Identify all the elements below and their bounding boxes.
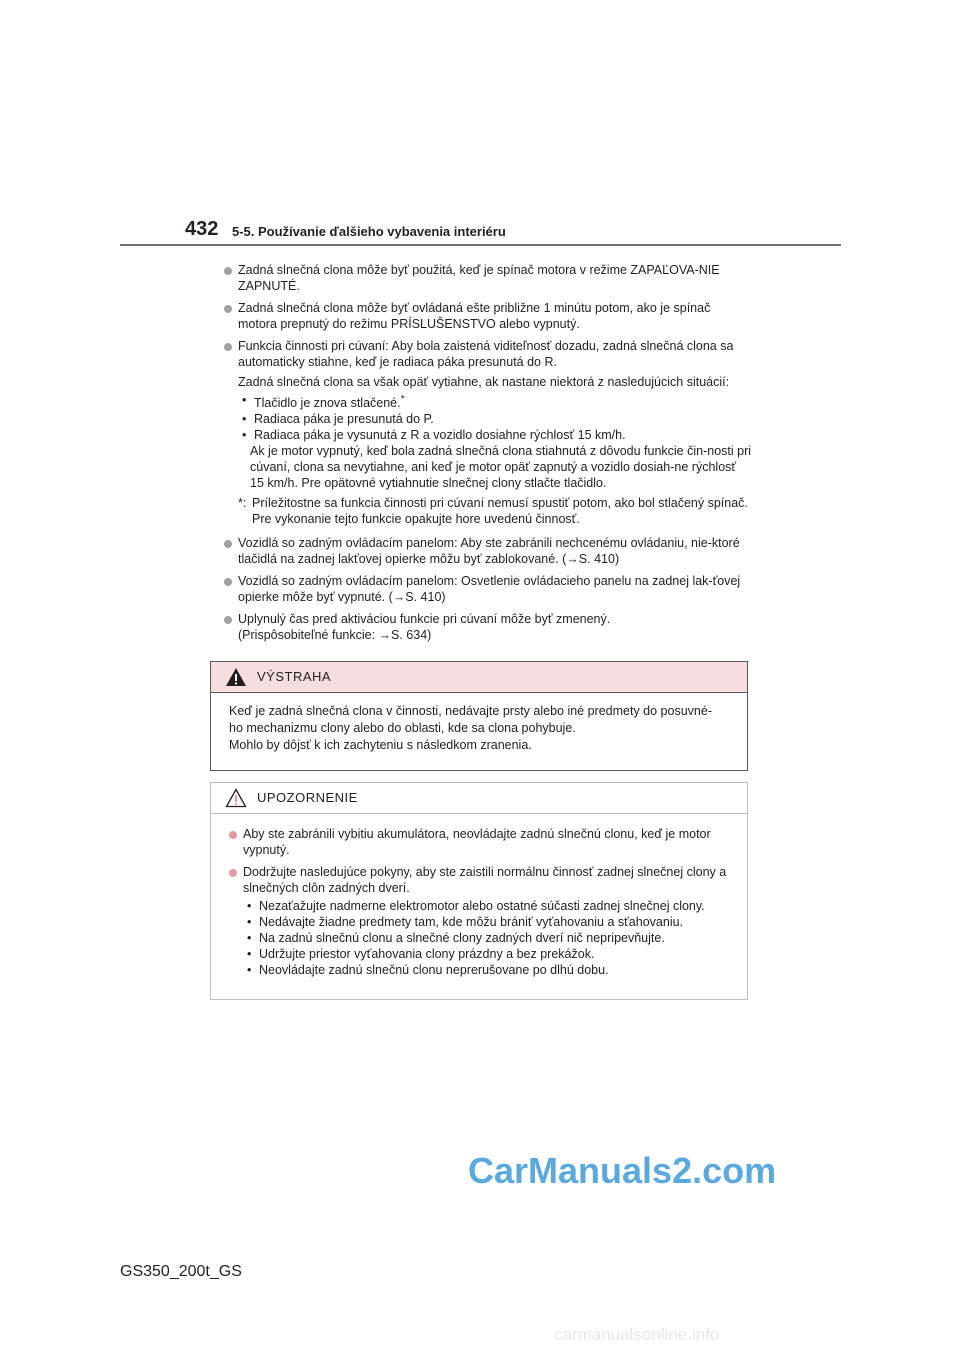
item-text: Uplynulý čas pred aktiváciou funkcie pri cúvaní môže byť zmenený. (238, 612, 611, 627)
sub-list-item: • Radiaca páka je vysunutá z R a vozidlo dosiahne rýchlosť 15 km/h. (242, 427, 752, 443)
item-text-line2: (Prispôsobiteľné funkcie: →S. 634) (238, 628, 432, 643)
header-rule (120, 244, 841, 246)
warning-line: ho mechanizmu clony alebo do oblasti, kde sa clona pohybuje. (229, 721, 576, 735)
warning-body (211, 693, 747, 754)
list-item (224, 300, 752, 332)
watermark-logo: CarManuals2.com (468, 1150, 777, 1191)
notice-item (229, 826, 735, 858)
bullet-icon (224, 616, 232, 624)
notice-sub-item: • Nedávajte žiadne predmety tam, kde môžu brániť vyťahovaniu a sťahovaniu. (247, 914, 735, 930)
sub-list-item: • Radiaca páka je presunutá do P. (242, 411, 752, 427)
item-paragraph: Zadná slnečná clona sa však opäť vytiahne, ak nastane niektorá z nasledujúcich situácií: (238, 375, 730, 389)
warning-triangle-icon (225, 667, 247, 687)
notice-header (211, 783, 747, 814)
notice-sub-item: • Nezaťažujte nadmerne elektromotor alebo ostatné súčasti zadnej slnečnej clony. (247, 898, 735, 914)
caution-triangle-icon (225, 788, 247, 808)
bullet-icon (229, 869, 237, 877)
list-item (224, 338, 752, 527)
bullet-icon (224, 343, 232, 351)
warning-header (211, 662, 747, 693)
page-number: 432 (185, 218, 219, 240)
sub-list-item: • Tlačidlo je znova stlačené.* (242, 392, 752, 411)
notice-body (211, 814, 747, 978)
notice-box (210, 782, 748, 1000)
warning-line: Keď je zadná slnečná clona v činnosti, nedávajte prsty alebo iné predmety do posuvné- (229, 704, 712, 718)
item-text: Vozidlá so zadným ovládacím panelom: Osvetlenie ovládacieho panelu na zadnej lak-ťovej opierke môže byť vypnuté. (→S. 410) (238, 574, 741, 605)
section-title: 5-5. Používanie ďalšieho vybavenia interiéru (232, 224, 506, 239)
document-code: GS350_200t_GS (120, 1263, 242, 1280)
footnote-mark: *: (238, 496, 247, 511)
notice-item (229, 864, 735, 978)
main-content (224, 262, 752, 649)
warning-box (210, 661, 748, 771)
notice-item-text: Dodržujte nasledujúce pokyny, aby ste zaistili normálnu činnosť zadnej slnečnej clony a slnečných clôn zadných dverí. (243, 865, 727, 895)
item-text: Funkcia činnosti pri cúvaní: Aby bola zaistená viditeľnosť dozadu, zadná slnečná clona sa automaticky stiahne, keď je radiaca páka presunutá do R. (238, 339, 734, 369)
bullet-icon (229, 831, 237, 839)
sub-list (238, 392, 752, 443)
list-item (224, 535, 752, 567)
bullet-icon (224, 305, 232, 313)
bullet-icon (224, 267, 232, 275)
footer-watermark: carmanualsonline.info (554, 1325, 720, 1344)
notice-sub-item: • Udržujte priestor vyťahovania clony prázdny a bez prekážok. (247, 946, 735, 962)
footnote (238, 495, 752, 527)
list-item (224, 262, 752, 294)
bullet-icon (224, 578, 232, 586)
item-text: Zadná slnečná clona môže byť použitá, keď je spínač motora v režime ZAPAĽOVA-NIE ZAPNUTÉ. (238, 263, 720, 293)
sub-paragraph: Ak je motor vypnutý, keď bola zadná slnečná clona stiahnutá z dôvodu funkcie čin-nosti pri cúvaní, clona sa nevytiahne, ani keď je motor opäť zapnutý a vozidlo dosiah-ne rýchlosť 15 km/h. Pre opätovné vytiahnutie slnečnej clony stlačte tlačidlo. (250, 444, 752, 491)
warning-line: Mohlo by dôjsť k ich zachyteniu s následkom zranenia. (229, 738, 532, 752)
list-item (224, 611, 752, 643)
item-text: Zadná slnečná clona môže byť ovládaná ešte približne 1 minútu potom, ako je spínač motora prepnutý do režimu PRÍSLUŠENSTVO alebo vypnutý. (238, 301, 711, 331)
notice-sub-item: • Neovládajte zadnú slnečnú clonu neprerušovane po dlhú dobu. (247, 962, 735, 978)
list-item (224, 573, 752, 605)
notice-item-text: Aby ste zabránili vybitiu akumulátora, neovládajte zadnú slnečnú clonu, keď je motor vypnutý. (243, 827, 711, 857)
item-text: Vozidlá so zadným ovládacím panelom: Aby ste zabránili nechcenému ovládaniu, nie-ktoré tlačidlá na zadnej lakťovej opierke môžu byť zablokované. (→S. 410) (238, 536, 740, 567)
footnote-text: Príležitostne sa funkcia činnosti pri cúvaní nemusí spustiť potom, ako bol stlačený spínač. Pre vykonanie tejto funkcie opakujte hore uvedenú činnosť. (252, 496, 748, 527)
notice-sub-list (243, 898, 735, 978)
bullet-icon (224, 540, 232, 548)
notice-label: UPOZORNENIE (257, 790, 358, 805)
warning-label: VÝSTRAHA (257, 669, 332, 684)
notice-sub-item: • Na zadnú slnečnú clonu a slnečné clony zadných dverí nič nepripevňujte. (247, 930, 735, 946)
